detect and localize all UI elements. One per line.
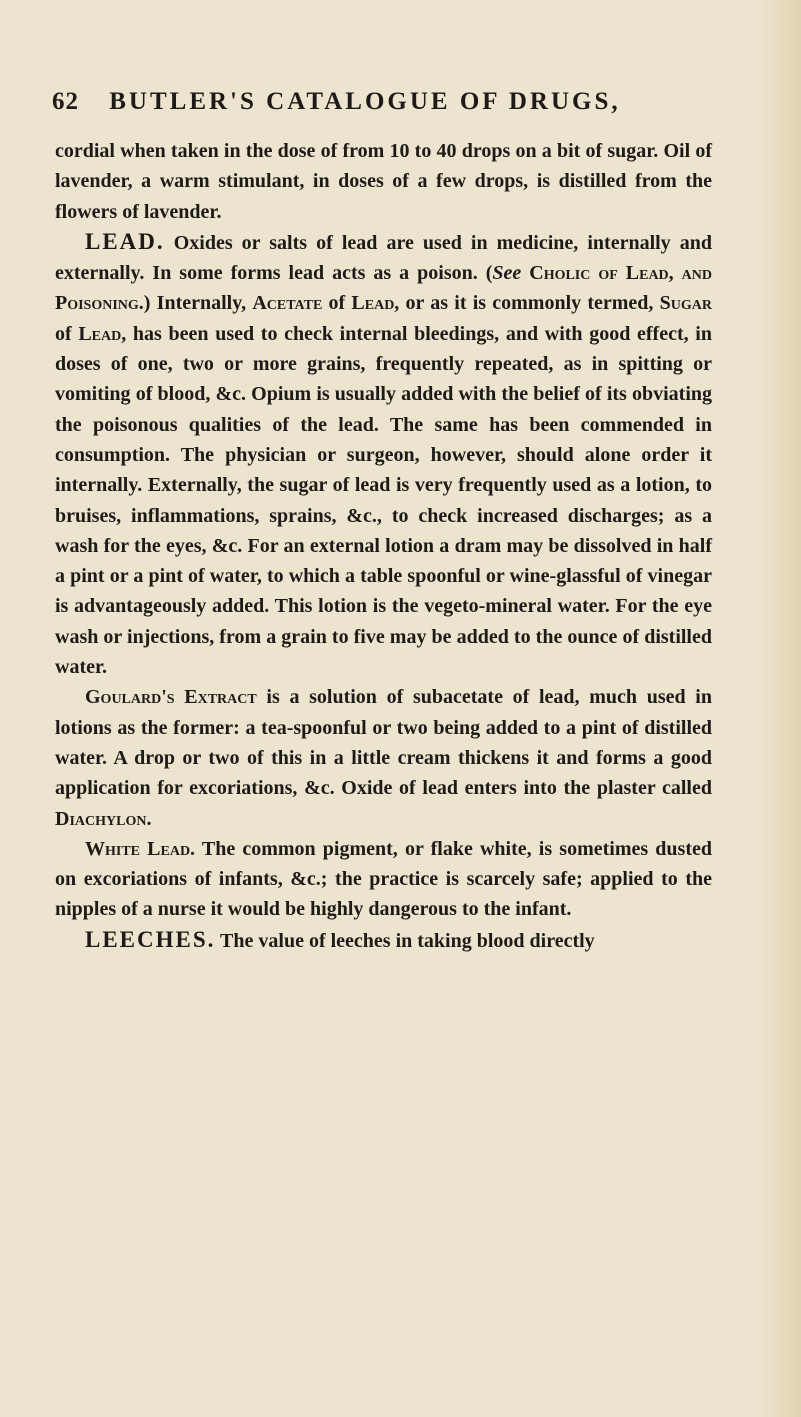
term-diachylon: Diachylon. — [55, 807, 152, 830]
paragraph-text: The value of leeches in taking blood directly — [215, 929, 595, 952]
paragraph-text: of — [322, 292, 352, 315]
entry-heading-white-lead: White Lead. — [85, 837, 196, 860]
page-number: 62 — [52, 88, 79, 115]
paragraph-text: is a solution of subacetate of lead, much used in lotions as the former: a tea-spoonful or two being added to a pint of distilled water. A drop or two of this in a little cream thickens it and forms a good application for excoriations, &c. Oxide of lead enters into the plaster called — [55, 686, 712, 800]
running-header — [52, 88, 732, 128]
entry-heading-goulard: Goulard's Extract — [85, 686, 257, 709]
paragraph-lavender: cordial when taken in the dose of from 10 to 40 drops on a bit of sugar. Oil of lavender, a warm stimulant, in doses of a few drops, is distilled from the flowers of lavender. — [55, 140, 712, 223]
paragraph-text: Oxides or salts of lead are used in medicine, internally and externally. In some forms lead acts as a poison. ( — [55, 231, 712, 285]
paragraph-text: has been used to check internal bleedings, and with good effect, in doses of one, two or more grains, frequently repeated, as in spitting or vomiting of blood, &c. Opium is usually added with the belief of its obviating the poisonous qualities of the lead. The same has been commended in consumption. The physician or surgeon, however, should alone order it internally. Externally, the sugar of lead is very frequently used as a lotion, to bruises, inflammations, sprains, &c., to check increased discharges; as a wash for the eyes, &c. For an external lotion a dram may be dissolved in half a pint or a pint of water, to which a table spoonful or wine-glassful of vinegar is advantageously added. This lotion is the vegeto-mineral water. For the eye wash or injections, from a grain to five may be added to the ounce of distilled water. — [55, 322, 712, 679]
entry-heading-lead: LEAD. — [85, 228, 165, 254]
paragraph-text: or as it is commonly termed, — [399, 292, 660, 315]
paragraph-text: of — [55, 322, 79, 345]
paragraph-lead — [55, 227, 712, 682]
term-lead: Lead, — [78, 322, 127, 345]
header-title: BUTLER'S CATALOGUE OF DRUGS, — [109, 88, 621, 115]
cross-reference: Cholic of Lead, and Poisoning. — [55, 262, 712, 315]
paragraph-leeches — [55, 925, 712, 956]
paragraph-goulard — [55, 682, 712, 833]
entry-heading-leeches: LEECHES. — [85, 926, 216, 952]
page-edge-stain — [761, 0, 801, 1417]
term-lead: Lead, — [351, 292, 400, 315]
term-sugar: Sugar — [659, 292, 712, 315]
paragraph-text: The common pigment, or flake white, is sometimes dusted on excoriations of infants, &c.; the practice is scarcely safe; applied to the nipples of a nurse it would be highly dangerous to the infant. — [55, 837, 712, 921]
body-text — [55, 136, 712, 956]
paragraph-white-lead — [55, 834, 712, 925]
term-acetate: Acetate — [252, 292, 323, 315]
see-reference: See — [492, 262, 522, 285]
paragraph-text: ) Internally, — [143, 292, 253, 315]
